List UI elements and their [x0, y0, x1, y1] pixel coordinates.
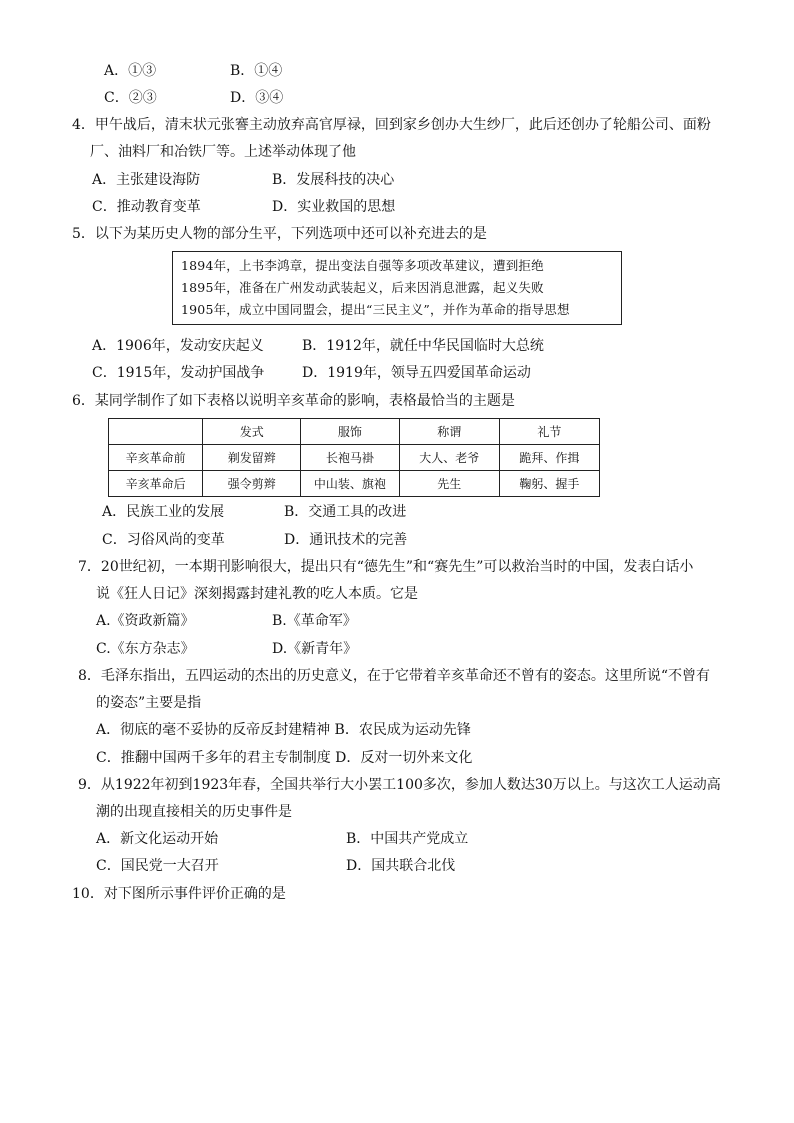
q4-option-c: C．推动教育变革 — [92, 199, 201, 215]
q10-stem: 10．对下图所示事件评价正确的是 — [72, 886, 286, 902]
q4-option-a: A．主张建设海防 — [92, 172, 201, 188]
q8-option-line1: A．彻底的毫不妥协的反帝反封建精神 B．农民成为运动先锋 — [96, 722, 471, 738]
q3-option-d: D．③④ — [230, 90, 284, 106]
table-cell: 强令剪辫 — [203, 471, 301, 497]
table-cell: 辛亥革命前 — [109, 445, 203, 471]
q4-stem-line1: 4．甲午战后，清末状元张謇主动放弃高官厚禄，回到家乡创办大生纱厂，此后还创办了轮船公司、面粉 — [72, 117, 711, 133]
q9-stem-line1: 9．从1922年初到1923年春，全国共举行大小罢工100多次，参加人数达30万以上。与这次工人运动高 — [78, 777, 721, 793]
table-row — [109, 471, 600, 497]
table-cell: 鞠躬、握手 — [499, 471, 599, 497]
table-cell: 先生 — [399, 471, 499, 497]
q5-option-d: D．1919年，领导五四爱国革命运动 — [302, 365, 531, 381]
q8-stem-line2: 的姿态”主要是指 — [96, 695, 202, 711]
table-row — [109, 445, 600, 471]
q7-option-b: B.《革命军》 — [272, 613, 357, 629]
q5-biography-box — [172, 251, 622, 325]
q9-stem-line2: 潮的出现直接相关的历史事件是 — [96, 804, 292, 820]
q6-option-d: D．通讯技术的完善 — [284, 532, 408, 548]
q5-box-line-3: 1905年，成立中国同盟会，提出“三民主义”，并作为革命的指导思想 — [181, 302, 570, 317]
q8-option-line2: C．推翻中国两千多年的君主专制制度 D．反对一切外来文化 — [96, 750, 473, 766]
table-cell: 剃发留辫 — [203, 445, 301, 471]
q5-stem: 5．以下为某历史人物的部分生平，下列选项中还可以补充进去的是 — [72, 226, 487, 242]
q3-option-c: C．②③ — [104, 90, 157, 106]
q5-box-line-2: 1895年，准备在广州发动武装起义，后来因消息泄露，起义失败 — [181, 280, 544, 295]
q5-option-b: B．1912年，就任中华民国临时大总统 — [302, 338, 544, 354]
table-header-cell: 礼节 — [499, 419, 599, 445]
table-header-cell: 服饰 — [301, 419, 399, 445]
table-header-cell — [109, 419, 203, 445]
table-cell: 长袍马褂 — [301, 445, 399, 471]
q7-option-a: A.《资政新篇》 — [96, 613, 195, 629]
table-cell: 大人、老爷 — [399, 445, 499, 471]
q4-stem-line2: 厂、油料厂和冶铁厂等。上述举动体现了他 — [90, 144, 356, 160]
q8-stem-line1: 8．毛泽东指出，五四运动的杰出的历史意义，在于它带着辛亥革命还不曾有的姿态。这里所说“不曾有 — [78, 668, 711, 684]
q7-option-c: C.《东方杂志》 — [96, 641, 195, 657]
q9-option-c: C．国民党一大召开 — [96, 858, 219, 874]
q7-stem-line1: 7．20世纪初，一本期刊影响很大，提出只有“德先生”和“赛先生”可以救治当时的中国，发表白话小 — [78, 559, 694, 575]
table-header-row — [109, 419, 600, 445]
q6-customs-table — [108, 418, 600, 497]
q5-option-a: A．1906年，发动安庆起义 — [92, 338, 264, 354]
q7-stem-line2: 说《狂人日记》深刻揭露封建礼教的吃人本质。它是 — [96, 586, 418, 602]
q6-option-c: C．习俗风尚的变革 — [102, 532, 225, 548]
q9-option-d: D．国共联合北伐 — [346, 858, 456, 874]
q3-option-a: A．①③ — [104, 63, 157, 79]
table-header-cell: 称谓 — [399, 419, 499, 445]
table-cell: 中山装、旗袍 — [301, 471, 399, 497]
q3-option-b: B．①④ — [230, 63, 283, 79]
q9-option-b: B．中国共产党成立 — [346, 831, 469, 847]
q9-option-a: A．新文化运动开始 — [96, 831, 219, 847]
q5-option-c: C．1915年，发动护国战争 — [92, 365, 265, 381]
table-cell: 辛亥革命后 — [109, 471, 203, 497]
table-header-cell: 发式 — [203, 419, 301, 445]
q6-option-b: B．交通工具的改进 — [284, 504, 407, 520]
q7-option-d: D.《新青年》 — [272, 641, 358, 657]
q4-option-d: D．实业救国的思想 — [272, 199, 396, 215]
q5-box-line-1: 1894年，上书李鸿章，提出变法自强等多项改革建议，遭到拒绝 — [181, 258, 544, 273]
q6-option-a: A．民族工业的发展 — [102, 504, 225, 520]
q4-option-b: B．发展科技的决心 — [272, 172, 395, 188]
q6-stem: 6．某同学制作了如下表格以说明辛亥革命的影响，表格最恰当的主题是 — [72, 393, 515, 409]
table-cell: 跪拜、作揖 — [499, 445, 599, 471]
